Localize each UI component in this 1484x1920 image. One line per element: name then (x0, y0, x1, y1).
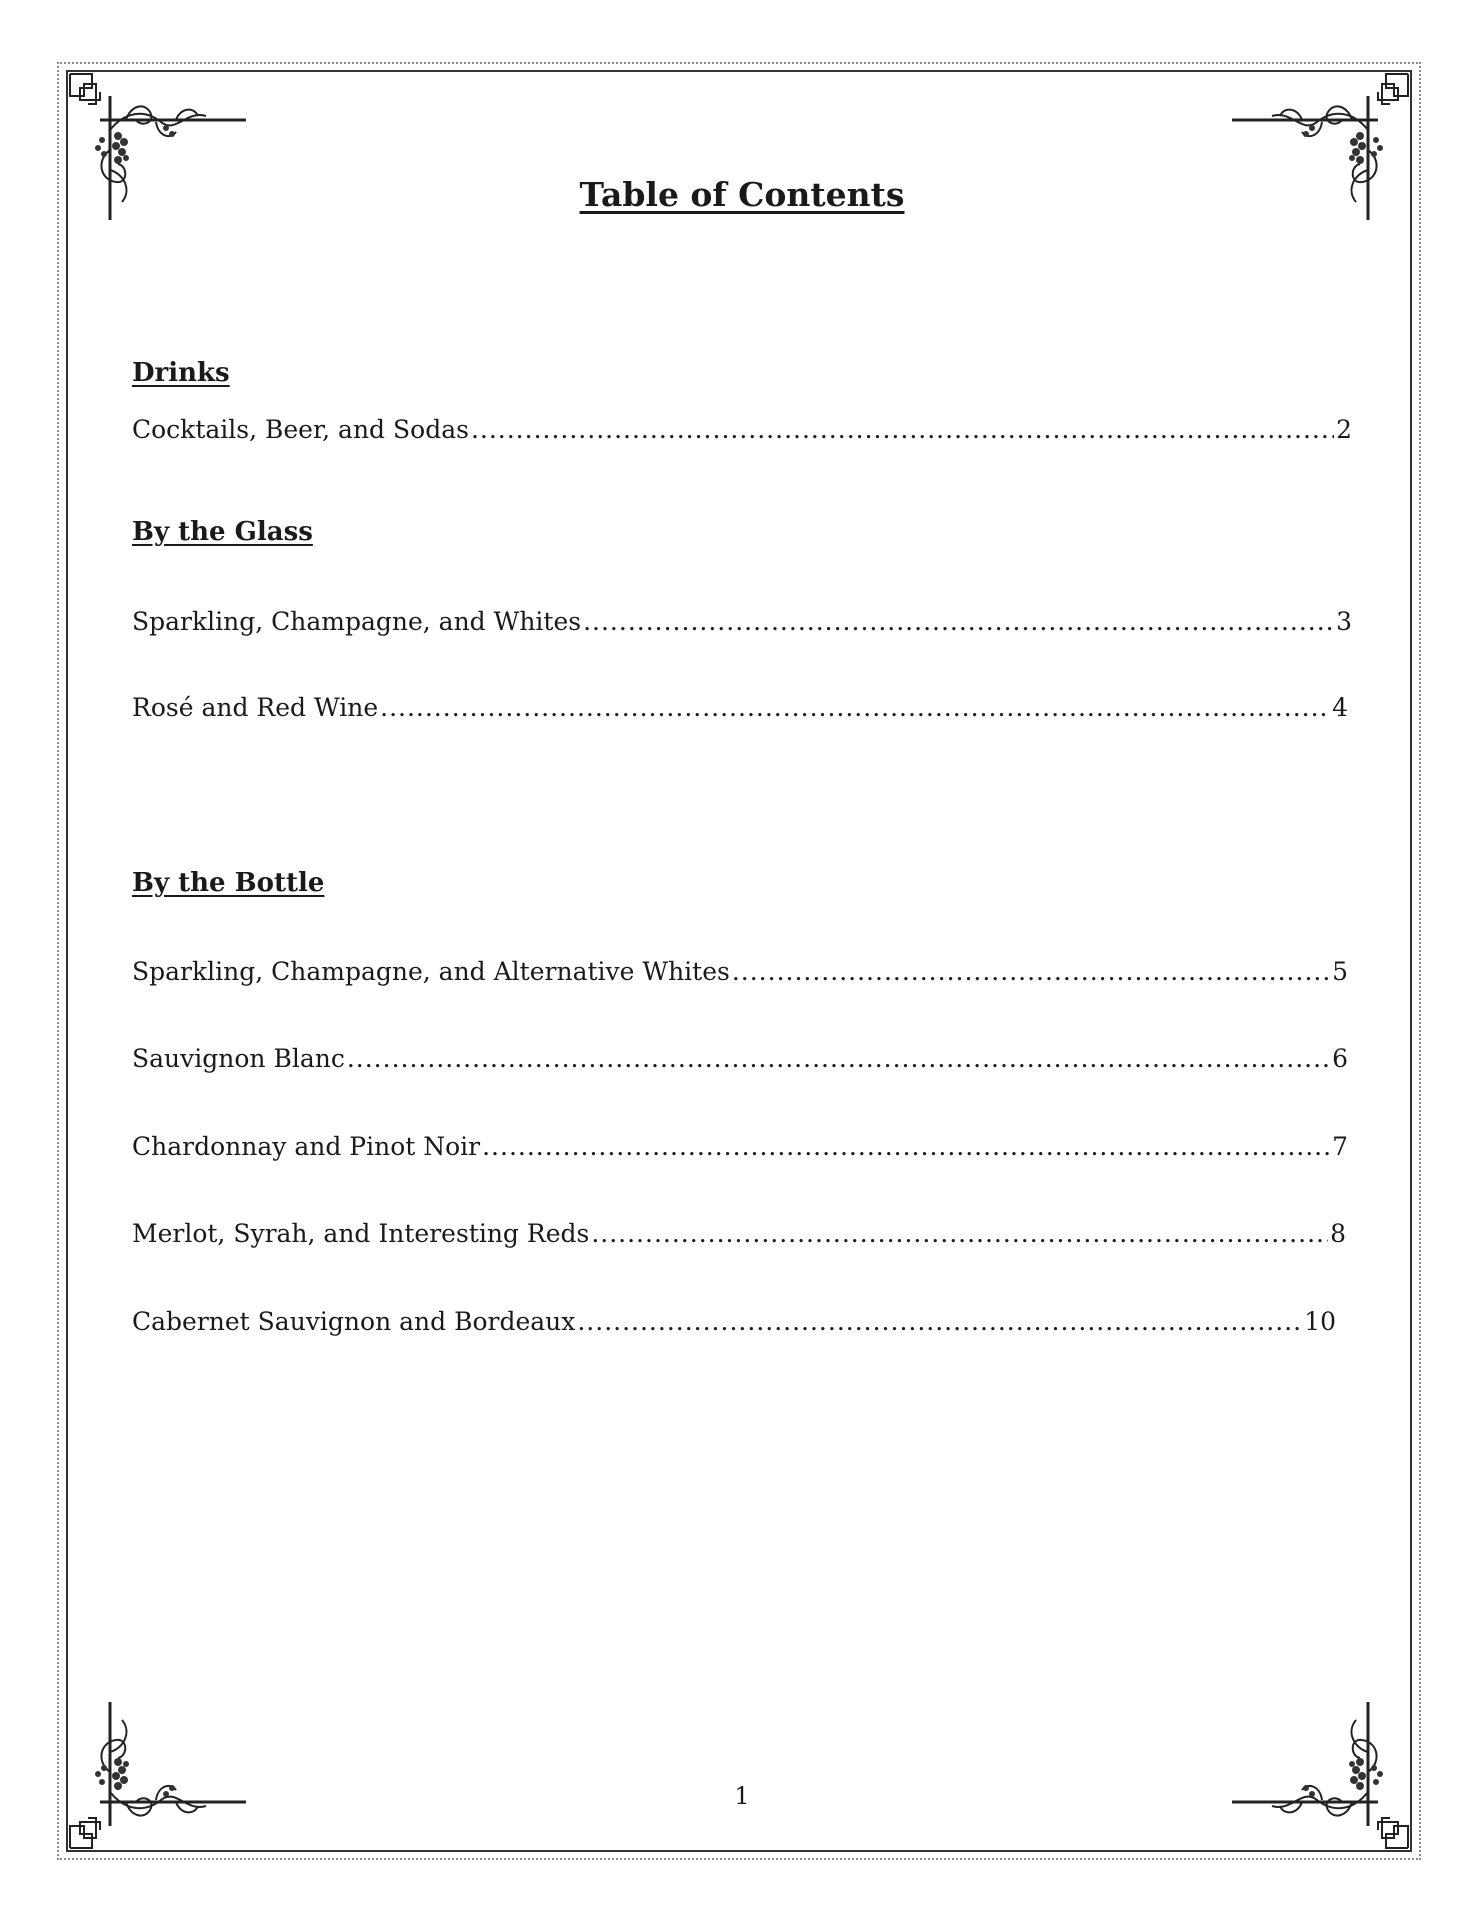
toc-entry-page: 2 (1336, 415, 1352, 444)
toc-leader-dots (380, 693, 1330, 722)
section-heading-by-the-bottle: By the Bottle (132, 868, 325, 898)
toc-entry-page: 8 (1330, 1219, 1346, 1248)
grapevine-corner-bottom-left-icon (66, 1692, 246, 1852)
toc-entry-label: Chardonnay and Pinot Noir (132, 1132, 481, 1161)
toc-entry[interactable] (132, 1307, 1336, 1336)
toc-entry-label: Sauvignon Blanc (132, 1044, 345, 1073)
toc-leader-dots (583, 607, 1334, 636)
toc-leader-dots (471, 415, 1334, 444)
toc-leader-dots (591, 1219, 1328, 1248)
section-heading-by-the-glass: By the Glass (132, 517, 313, 547)
grapevine-corner-bottom-right-icon (1232, 1692, 1412, 1852)
toc-entry[interactable] (132, 957, 1348, 986)
toc-entry-page: 4 (1332, 693, 1348, 722)
toc-entry-page: 6 (1332, 1044, 1348, 1073)
page-title: Table of Contents (579, 175, 905, 214)
toc-entry-label: Cocktails, Beer, and Sodas (132, 415, 469, 444)
toc-entry-page: 5 (1332, 957, 1348, 986)
section-heading-drinks: Drinks (132, 358, 230, 388)
toc-entry[interactable] (132, 607, 1352, 636)
grapevine-ornament-icon (66, 1692, 246, 1852)
toc-entry-label: Cabernet Sauvignon and Bordeaux (132, 1307, 576, 1336)
grapevine-ornament-icon (1232, 1692, 1412, 1852)
toc-leader-dots (347, 1044, 1330, 1073)
toc-entry[interactable] (132, 1044, 1348, 1073)
toc-entry[interactable] (132, 415, 1352, 444)
toc-entry-page: 3 (1336, 607, 1352, 636)
toc-entry-label: Merlot, Syrah, and Interesting Reds (132, 1219, 590, 1248)
toc-leader-dots (482, 1132, 1330, 1161)
toc-entry[interactable] (132, 1132, 1348, 1161)
toc-entry[interactable] (132, 1219, 1346, 1248)
toc-entry-label: Sparkling, Champagne, and Whites (132, 607, 582, 636)
toc-entry-label: Sparkling, Champagne, and Alternative Whites (132, 957, 730, 986)
toc-entry-page: 10 (1304, 1307, 1336, 1336)
toc-entry-label: Rosé and Red Wine (132, 693, 379, 722)
page-number: 1 (734, 1782, 750, 1810)
toc-leader-dots (577, 1307, 1302, 1336)
toc-entry-page: 7 (1332, 1132, 1348, 1161)
toc-entry[interactable] (132, 693, 1348, 722)
toc-leader-dots (732, 957, 1330, 986)
